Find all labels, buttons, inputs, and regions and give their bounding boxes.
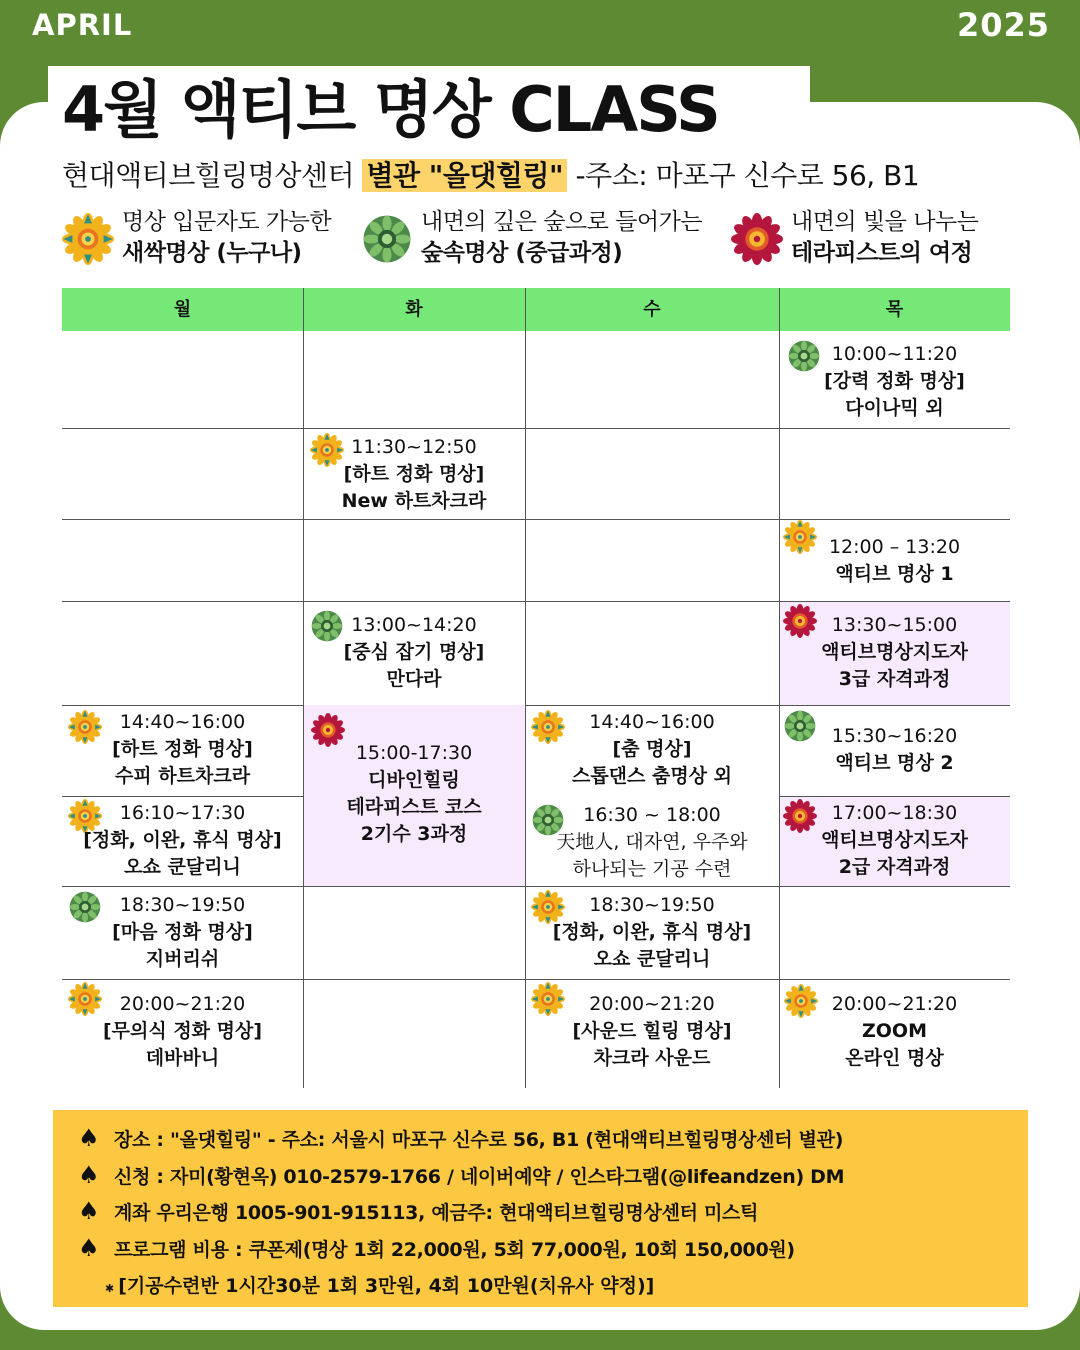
red-mandala-icon — [731, 213, 783, 265]
schedule-table — [62, 288, 1010, 1088]
class-title: [정화, 이완, 휴식 명상] — [83, 829, 282, 851]
class-time: 10:00~11:20 — [831, 343, 958, 365]
day-header-tue: 화 — [405, 299, 423, 320]
class-wed-1830 — [525, 886, 779, 979]
spade-icon: ♠ — [78, 1197, 100, 1225]
class-subtitle: 지버리쉬 — [145, 948, 220, 970]
class-title: [강력 정화 명상] — [824, 370, 965, 392]
spade-icon: ♠ — [78, 1234, 100, 1262]
spade-icon: ♠ — [78, 1124, 100, 1152]
class-thu-2000 — [779, 979, 1010, 1088]
table-header-row — [62, 288, 1010, 331]
info-price-text: 프로그램 비용 : 쿠폰제(명상 1회 22,000원, 5회 77,000원, 10회 150,000원) — [114, 1239, 795, 1261]
class-title: [마음 정화 명상] — [112, 921, 253, 943]
class-thu-1000 — [779, 331, 1010, 428]
class-subtitle: 스톱댄스 춤명상 외 — [571, 765, 733, 787]
class-subtitle: 오쇼 쿤달리니 — [124, 856, 241, 878]
legend-line2: 새싹명상 (누구나) — [122, 240, 302, 266]
green-mandala-icon — [361, 213, 413, 265]
class-title: 액티브 명상 1 — [835, 563, 954, 585]
day-header-wed: 수 — [643, 299, 661, 320]
page-title: 4월 액티브 명상 CLASS — [62, 73, 719, 146]
legend-line1: 내면의 깊은 숲으로 들어가는 — [421, 209, 703, 235]
class-thu-1700 — [779, 796, 1010, 886]
legend-line2: 숲속명상 (중급과정) — [421, 240, 623, 266]
subtitle-highlight: 별관 "올댓힐링" — [362, 159, 567, 192]
class-subtitle: 데바바니 — [145, 1047, 220, 1069]
class-thu-1530 — [779, 705, 1010, 796]
class-wed-1440 — [525, 705, 779, 796]
class-subtitle: 만다라 — [386, 668, 442, 690]
class-subtitle: 오쇼 쿤달리니 — [593, 948, 711, 970]
info-signup-text: 신청 : 자미(황현옥) 010-2579-1766 / 네이버예약 / 인스타그램(@lifeandzen) DM — [114, 1166, 845, 1188]
info-account-text: 계좌 우리은행 1005-901-915113, 예금주: 현대액티브힐링명상센터 미스틱 — [114, 1202, 759, 1224]
legend-line1: 명상 입문자도 가능한 — [122, 209, 332, 235]
class-tue-1300 — [303, 601, 525, 705]
class-subtitle: 2급 자격과정 — [838, 856, 951, 878]
asterisk-icon: ✱ — [105, 1282, 115, 1295]
class-wed-2000 — [525, 979, 779, 1088]
legend-line1: 내면의 빛을 나누는 — [791, 209, 979, 235]
class-title: 액티브 명상 2 — [835, 752, 954, 774]
info-location — [78, 1124, 843, 1152]
class-time: 13:30~15:00 — [831, 614, 958, 636]
legend-item-intermediate — [361, 207, 702, 269]
legend-item-beginner — [62, 207, 331, 269]
class-title: [하트 정화 명상] — [343, 463, 485, 485]
legend-item-therapist — [731, 207, 978, 269]
class-wed-1630 — [525, 796, 779, 886]
spade-icon: ♠ — [78, 1161, 100, 1189]
class-tue-1130 — [303, 428, 525, 519]
class-title: 액티브명상지도자 — [821, 829, 968, 851]
class-time: 14:40~16:00 — [589, 711, 715, 733]
class-tue-1500 — [303, 705, 525, 886]
class-subtitle: 차크라 사운드 — [593, 1047, 711, 1069]
class-time: 20:00~21:20 — [119, 993, 246, 1015]
info-note — [105, 1271, 654, 1298]
class-title: [중심 잡기 명상] — [343, 641, 485, 663]
yellow-mandala-icon — [62, 213, 114, 265]
class-time: 14:40~16:00 — [119, 711, 246, 733]
info-note-text: [기공수련반 1시간30분 1회 3만원, 4회 10만원(치유사 약정)] — [118, 1275, 655, 1297]
subtitle — [62, 154, 919, 194]
class-title: [무의식 정화 명상] — [102, 1020, 263, 1042]
class-time: 11:30~12:50 — [351, 436, 477, 458]
month-label: APRIL — [32, 8, 133, 42]
class-title: [사운드 힐링 명상] — [572, 1020, 732, 1042]
class-time: 16:30 ~ 18:00 — [583, 804, 721, 826]
class-time: 13:00~14:20 — [351, 614, 477, 636]
class-time: 20:00~21:20 — [589, 993, 715, 1015]
class-time: 15:30~16:20 — [831, 725, 958, 747]
class-time: 12:00 – 13:20 — [828, 536, 961, 558]
class-thu-1330 — [779, 601, 1010, 705]
day-header-mon: 월 — [173, 299, 192, 320]
subtitle-address: -주소: 마포구 신수로 56, B1 — [567, 159, 920, 192]
class-subtitle: 다이나믹 외 — [845, 397, 944, 419]
class-title: 디바인힐링 — [368, 769, 460, 791]
class-subtitle: 3급 자격과정 — [838, 668, 951, 690]
class-title: [하트 정화 명상] — [112, 738, 253, 760]
class-time: 16:10~17:30 — [119, 802, 246, 824]
class-time: 15:00-17:30 — [355, 742, 473, 764]
day-header-thu: 목 — [885, 299, 904, 320]
info-account — [78, 1197, 758, 1225]
class-title: [정화, 이완, 휴식 명상] — [552, 921, 752, 943]
class-mon-1610 — [62, 796, 303, 886]
info-price — [78, 1234, 795, 1262]
class-subtitle: New 하트차크라 — [341, 490, 487, 512]
class-time: 18:30~19:50 — [119, 894, 246, 916]
class-subtitle: 온라인 명상 — [845, 1047, 944, 1069]
info-location-text: 장소 : "올댓힐링" - 주소: 서울시 마포구 신수로 56, B1 (현대액티브힐링명상센터 별관) — [114, 1129, 844, 1151]
class-title: 天地人, 대자연, 우주와 — [556, 831, 748, 853]
class-title: [춤 명상] — [612, 738, 692, 760]
legend-line2: 테라피스트의 여정 — [791, 240, 973, 266]
class-mon-1440 — [62, 705, 303, 796]
class-subtitle: 테라피스트 코스 — [346, 796, 482, 818]
class-mon-2000 — [62, 979, 303, 1088]
class-time: 20:00~21:20 — [831, 993, 958, 1015]
class-detail: 2기수 3과정 — [360, 823, 468, 845]
class-mon-1830 — [62, 886, 303, 979]
class-subtitle: 수피 하트차크라 — [114, 765, 251, 787]
subtitle-center: 현대액티브힐링명상센터 — [62, 159, 363, 192]
class-title: 액티브명상지도자 — [821, 641, 968, 663]
class-title: ZOOM — [862, 1020, 927, 1042]
grid-divider — [62, 428, 1010, 429]
info-signup — [78, 1161, 844, 1189]
class-subtitle: 하나되는 기공 수련 — [572, 858, 732, 880]
info-box — [53, 1110, 1028, 1307]
class-time: 17:00~18:30 — [831, 802, 958, 824]
class-thu-1200 — [779, 519, 1010, 601]
year-label: 2025 — [956, 6, 1050, 44]
class-time: 18:30~19:50 — [589, 894, 715, 916]
